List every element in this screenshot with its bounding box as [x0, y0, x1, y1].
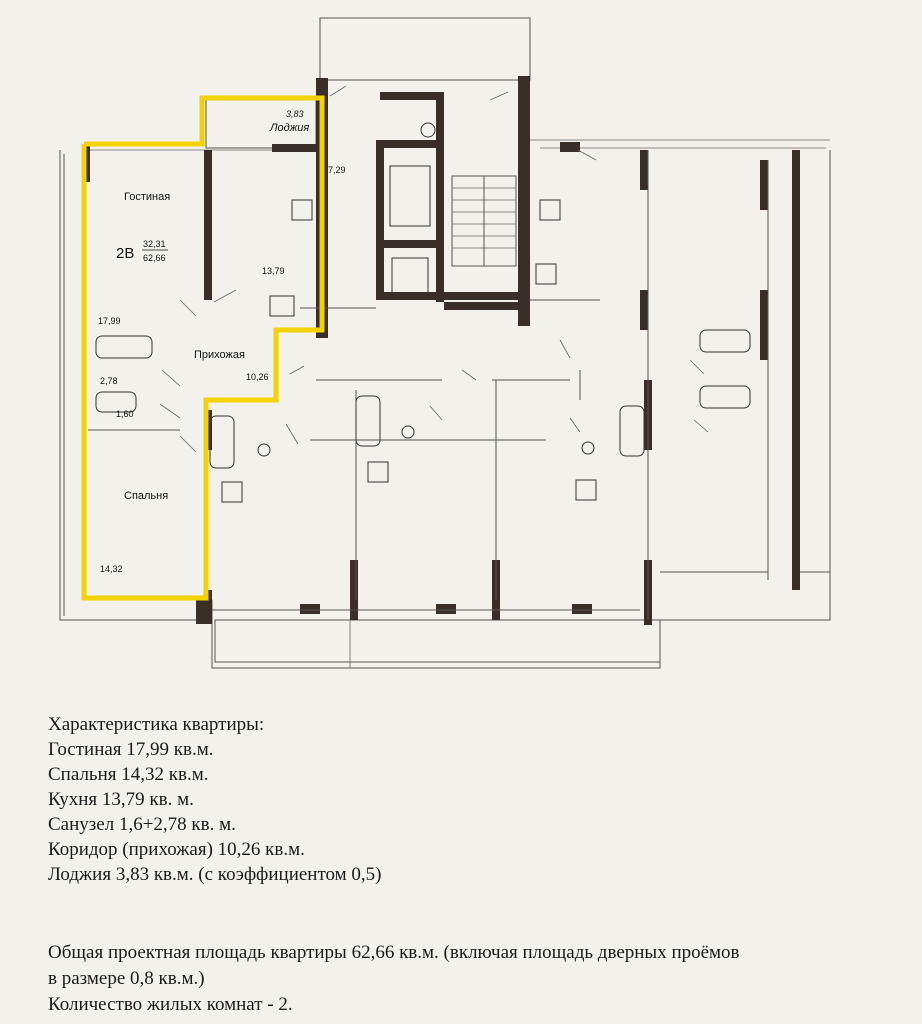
bedroom-area: 14,32: [100, 564, 123, 574]
characteristic-line: Санузел 1,6+2,78 кв. м.: [48, 814, 236, 835]
total-area-line-2: в размере 0,8 кв.м.): [48, 968, 205, 989]
loggia-area: 3,83: [286, 109, 304, 119]
hall-name: Прихожая: [194, 349, 245, 361]
living-fraction: 32,31: [143, 239, 166, 249]
apartment-totals: [48, 940, 908, 1018]
apartment-highlight: [84, 98, 322, 598]
staircase: [390, 123, 516, 294]
rooms-count: Количество жилых комнат - 2.: [48, 994, 293, 1015]
hall-area: 10,26: [246, 372, 269, 382]
walls: [84, 76, 800, 625]
bedroom-name: Спальня: [124, 490, 169, 502]
characteristic-line: Лоджия 3,83 кв.м. (с коэффициентом 0,5): [48, 864, 382, 885]
loggia-name: Лоджия: [270, 122, 310, 134]
neighbor-area: 7,29: [328, 165, 346, 175]
building-outline: [60, 18, 830, 668]
total-fraction: 62,66: [143, 253, 166, 263]
living-room-name: Гостиная: [124, 191, 171, 203]
characteristic-line: Спальня 14,32 кв.м.: [48, 764, 209, 785]
kitchen-area: 13,79: [262, 266, 285, 276]
living-room-area: 17,99: [98, 316, 121, 326]
characteristic-line: Коридор (прихожая) 10,26 кв.м.: [48, 839, 305, 860]
wc-area: 1,60: [116, 409, 134, 419]
apartment-label: 2В: [116, 245, 135, 262]
characteristics-heading: Характеристика квартиры:: [48, 714, 265, 735]
apartment-characteristics: [48, 712, 908, 887]
partitions: [88, 150, 830, 620]
characteristic-line: Кухня 13,79 кв. м.: [48, 789, 194, 810]
total-area-line: Общая проектная площадь квартиры 62,66 кв.м. (включая площадь дверных проёмов: [48, 942, 740, 963]
characteristic-line: Гостиная 17,99 кв.м.: [48, 739, 214, 760]
bath-area: 2,78: [100, 376, 118, 386]
